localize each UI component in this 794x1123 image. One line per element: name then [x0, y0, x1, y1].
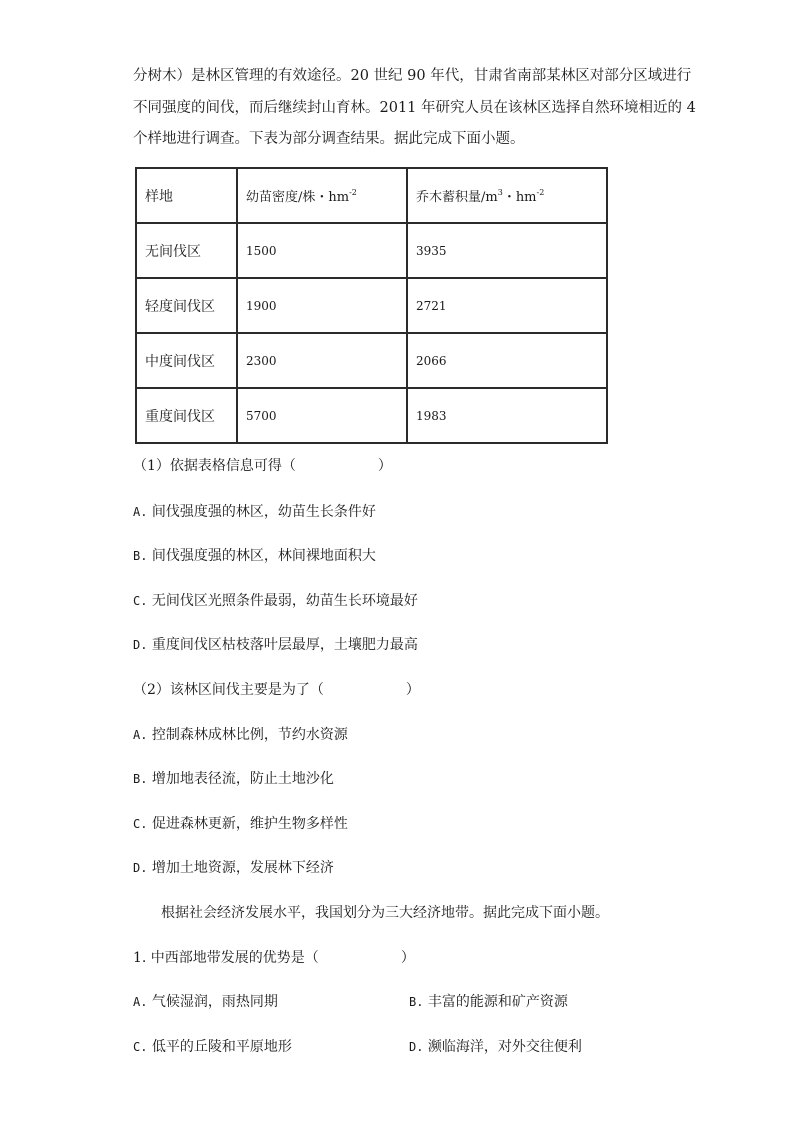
cell-site: 中度间伐区	[136, 333, 237, 388]
q2-option-b[interactable]: B. 增加地表径流，防止土地沙化	[133, 771, 334, 787]
cell-site: 重度间伐区	[136, 388, 237, 443]
section2-intro: 根据社会经济发展水平，我国划分为三大经济地带。据此完成下面小题。	[161, 905, 609, 921]
q1-option-c[interactable]: C. 无间伐区光照条件最弱，幼苗生长环境最好	[133, 593, 418, 609]
cell-seedling: 5700	[237, 388, 407, 443]
q1-stem: （1）依据表格信息可得（ ）	[133, 458, 392, 474]
q2-stem: （2）该林区间伐主要是为了（ ）	[133, 682, 420, 698]
cell-timber: 1983	[407, 388, 607, 443]
cell-timber: 2066	[407, 333, 607, 388]
table-header-row	[136, 168, 607, 223]
section2-option-c[interactable]: C. 低平的丘陵和平原地形	[133, 1039, 292, 1055]
section2-option-b[interactable]: B. 丰富的能源和矿产资源	[409, 994, 568, 1010]
cell-timber: 2721	[407, 278, 607, 333]
table-row	[136, 333, 607, 388]
cell-site: 轻度间伐区	[136, 278, 237, 333]
header-site: 样地	[136, 168, 237, 223]
cell-timber: 3935	[407, 223, 607, 278]
survey-table	[135, 167, 608, 444]
intro-line-1: 分树木）是林区管理的有效途径。20 世纪 90 年代，甘肃省南部某林区对部分区域进行	[133, 68, 692, 84]
cell-seedling: 1500	[237, 223, 407, 278]
section2-q-stem: 1. 中西部地带发展的优势是（ ）	[133, 950, 415, 966]
table-row	[136, 388, 607, 443]
cell-seedling: 2300	[237, 333, 407, 388]
table-row	[136, 223, 607, 278]
intro-line-2: 不同强度的间伐，而后继续封山育林。2011 年研究人员在该林区选择自然环境相近的 4	[133, 100, 696, 116]
section2-option-a[interactable]: A. 气候湿润，雨热同期	[133, 994, 278, 1010]
q2-option-c[interactable]: C. 促进森林更新，维护生物多样性	[133, 816, 348, 832]
q1-option-d[interactable]: D. 重度间伐区枯枝落叶层最厚，土壤肥力最高	[133, 637, 418, 653]
header-timber-volume: 乔木蓄积量$/m^3$・$hm^{-2}$	[407, 168, 607, 223]
intro-line-3: 个样地进行调查。下表为部分调查结果。据此完成下面小题。	[133, 131, 525, 147]
q1-option-a[interactable]: A. 间伐强度强的林区，幼苗生长条件好	[133, 504, 376, 520]
cell-seedling: 1900	[237, 278, 407, 333]
header-seedling-density: 幼苗密度/株・$hm^{-2}$	[237, 168, 407, 223]
q1-option-b[interactable]: B. 间伐强度强的林区，林间裸地面积大	[133, 548, 376, 564]
q2-option-a[interactable]: A. 控制森林成林比例，节约水资源	[133, 727, 348, 743]
table-row	[136, 278, 607, 333]
q2-option-d[interactable]: D. 增加土地资源，发展林下经济	[133, 860, 334, 876]
cell-site: 无间伐区	[136, 223, 237, 278]
section2-option-d[interactable]: D. 濒临海洋，对外交往便利	[409, 1039, 582, 1055]
